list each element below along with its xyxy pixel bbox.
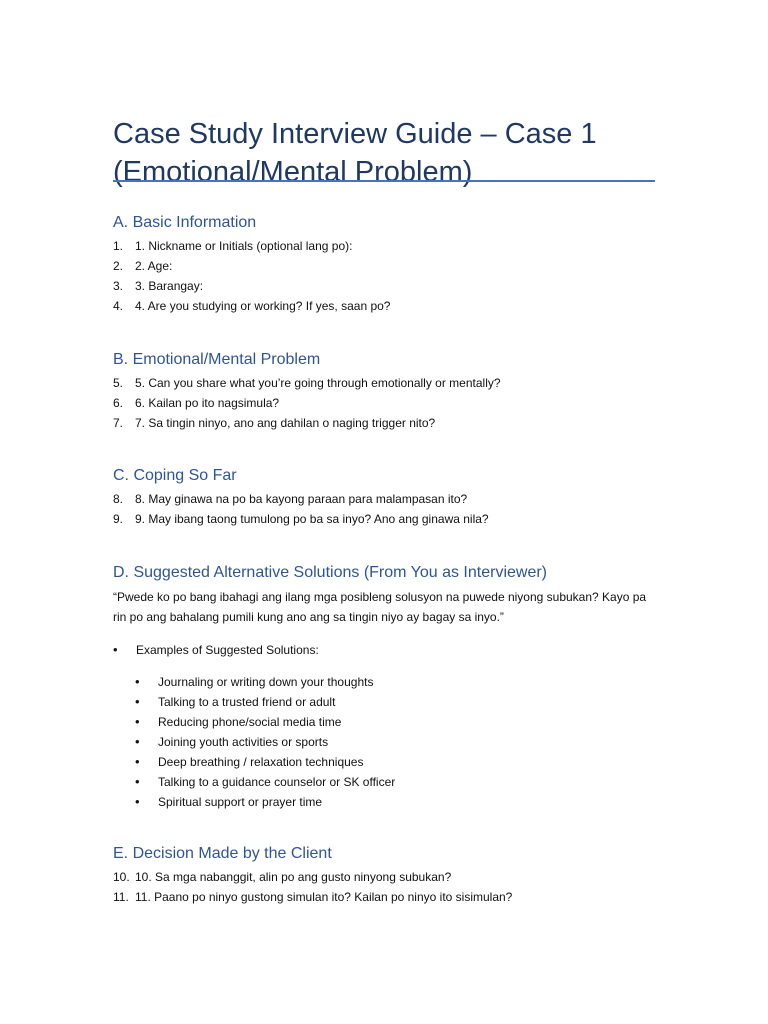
item-text: 10. Sa mga nabanggit, alin po ang gusto ninyong subukan? bbox=[135, 870, 452, 884]
solution-text: Joining youth activities or sports bbox=[158, 735, 329, 749]
section-heading-suggested-solutions: D. Suggested Alternative Solutions (From You as Interviewer) bbox=[113, 564, 547, 581]
item-text: 5. Can you share what you’re going through emotionally or mentally? bbox=[135, 376, 501, 390]
solution-item bbox=[135, 712, 395, 732]
bullet-icon: • bbox=[135, 754, 140, 769]
list-item bbox=[113, 413, 501, 433]
bullet-icon: • bbox=[135, 674, 140, 689]
solution-item bbox=[135, 672, 395, 692]
suggestion-quote: “Pwede ko po bang ibahagi ang ilang mga posibleng solusyon na puwede niyong subukan? Kayo pa rin po ang bahalang pumili kung ano ang sa tingin niyo ay bagay sa inyo.” bbox=[113, 590, 647, 624]
list-item bbox=[113, 373, 501, 393]
solution-item bbox=[135, 772, 395, 792]
solution-item bbox=[135, 792, 395, 812]
examples-label: Examples of Suggested Solutions: bbox=[136, 643, 319, 657]
item-text: 4. Are you studying or working? If yes, saan po? bbox=[135, 299, 391, 313]
solution-text: Spiritual support or prayer time bbox=[158, 795, 323, 809]
section-heading-basic-information: A. Basic Information bbox=[113, 214, 257, 231]
item-text: 11. Paano po ninyo gustong simulan ito? Kailan po ninyo ito sisimulan? bbox=[135, 890, 513, 904]
decision-list bbox=[113, 867, 512, 907]
list-item bbox=[113, 509, 489, 529]
bullet-icon: • bbox=[135, 714, 140, 729]
title-line-2: (Emotional/Mental Problem) bbox=[113, 156, 473, 189]
item-text: 3. Barangay: bbox=[135, 279, 204, 293]
list-item bbox=[113, 276, 390, 296]
list-item bbox=[113, 393, 501, 413]
list-item bbox=[113, 489, 489, 509]
list-item bbox=[113, 887, 512, 907]
item-text: 1. Nickname or Initials (optional lang po): bbox=[135, 239, 353, 253]
list-item bbox=[113, 867, 512, 887]
solution-item bbox=[135, 692, 395, 712]
solution-text: Talking to a guidance counselor or SK officer bbox=[158, 775, 396, 789]
section-heading-emotional-mental-problem: B. Emotional/Mental Problem bbox=[113, 351, 321, 368]
item-text: 9. May ibang taong tumulong po ba sa inyo? Ano ang ginawa nila? bbox=[135, 512, 489, 526]
item-number: 6. bbox=[113, 396, 124, 410]
item-number: 9. bbox=[113, 512, 124, 526]
item-number: 11. bbox=[113, 890, 129, 904]
item-number: 7. bbox=[113, 416, 124, 430]
solution-text: Talking to a trusted friend or adult bbox=[158, 695, 336, 709]
basic-information-list bbox=[113, 236, 390, 316]
item-number: 10. bbox=[113, 870, 130, 884]
list-item bbox=[113, 296, 390, 316]
solution-item bbox=[135, 752, 395, 772]
title-line-1: Case Study Interview Guide – Case 1 bbox=[113, 118, 597, 151]
item-number: 8. bbox=[113, 492, 124, 506]
solution-text: Deep breathing / relaxation techniques bbox=[158, 755, 364, 769]
item-text: 7. Sa tingin ninyo, ano ang dahilan o naging trigger nito? bbox=[135, 416, 436, 430]
item-number: 2. bbox=[113, 259, 124, 273]
item-text: 8. May ginawa na po ba kayong paraan para malampasan ito? bbox=[135, 492, 468, 506]
item-number: 4. bbox=[113, 299, 124, 313]
emotional-problem-list bbox=[113, 373, 501, 433]
bullet-icon: • bbox=[135, 694, 140, 709]
list-item bbox=[113, 236, 390, 256]
item-number: 5. bbox=[113, 376, 124, 390]
solution-text: Reducing phone/social media time bbox=[158, 715, 342, 729]
coping-list bbox=[113, 489, 489, 529]
title-divider bbox=[113, 180, 655, 182]
section-heading-coping-so-far: C. Coping So Far bbox=[113, 467, 237, 484]
list-item bbox=[113, 256, 390, 276]
solution-text: Journaling or writing down your thoughts bbox=[158, 675, 374, 689]
item-number: 1. bbox=[113, 239, 124, 253]
bullet-icon: • bbox=[135, 734, 140, 749]
item-text: 6. Kailan po ito nagsimula? bbox=[135, 396, 280, 410]
bullet-icon: • bbox=[113, 642, 118, 657]
item-text: 2. Age: bbox=[135, 259, 173, 273]
suggested-solutions-list bbox=[135, 672, 395, 812]
section-heading-decision-by-client: E. Decision Made by the Client bbox=[113, 845, 332, 862]
bullet-icon: • bbox=[135, 774, 140, 789]
bullet-icon: • bbox=[135, 794, 140, 809]
solution-item bbox=[135, 732, 395, 752]
item-number: 3. bbox=[113, 279, 124, 293]
